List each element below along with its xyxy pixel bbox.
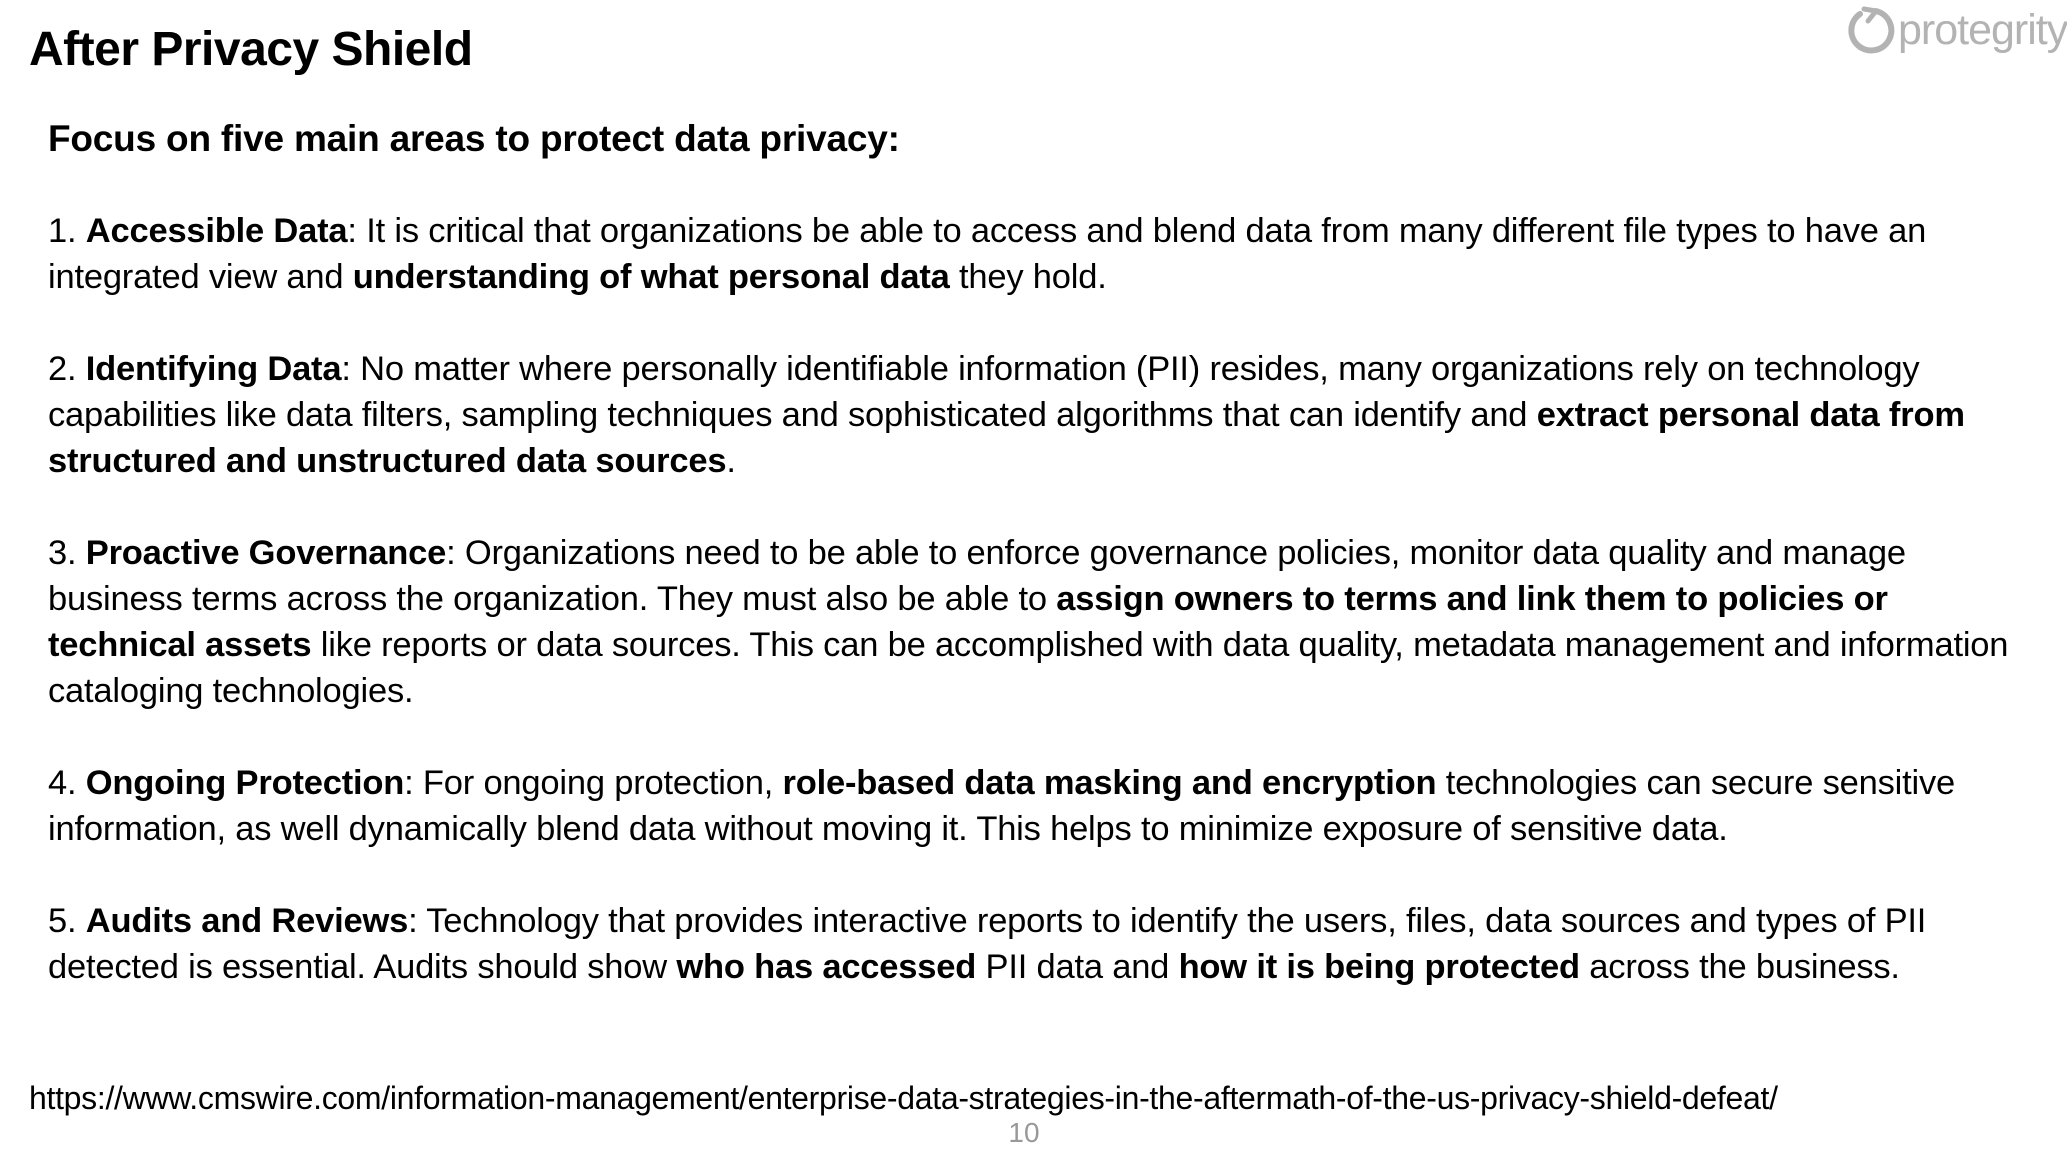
item-term: Ongoing Protection <box>85 764 405 802</box>
list-item <box>48 346 2023 484</box>
item-emphasis: extract personal data from structured and unstructured data sources <box>48 396 1965 480</box>
item-number: 3. <box>48 534 86 572</box>
list-item <box>48 760 2023 852</box>
item-term: Proactive Governance <box>85 534 447 572</box>
list-item <box>48 208 2023 300</box>
item-text: technologies can secure sensitive information, as well dynamically blend data without moving it. This helps to minimize exposure of sensitive data. <box>48 764 1956 848</box>
item-term: Identifying Data <box>85 350 342 388</box>
item-number: 4. <box>48 764 86 802</box>
item-text: like reports or data sources. This can be accomplished with data quality, metadata management and information cataloging technologies. <box>48 626 2009 710</box>
item-emphasis: who has accessed <box>676 948 977 986</box>
list-item <box>48 530 2023 714</box>
page-number: 10 <box>1008 1117 1040 1148</box>
item-term: Audits and Reviews <box>85 902 409 940</box>
item-text: : For ongoing protection, <box>404 764 783 802</box>
item-text: they hold. <box>949 258 1107 296</box>
slide-title: After Privacy Shield <box>29 23 473 76</box>
item-emphasis: assign owners to terms and link them to policies or technical assets <box>48 580 1888 664</box>
item-text: across the business. <box>1579 948 1900 986</box>
item-emphasis: understanding of what personal data <box>352 258 950 296</box>
item-text: : No matter where personally identifiable information (PII) resides, many organizations rely on technology capabilities like data filters, sampling techniques and sophisticated algorithms that can identify and <box>48 350 1920 434</box>
logo-text: protegrity <box>1898 5 2067 54</box>
protegrity-logo-icon <box>1846 5 1894 55</box>
slide-content <box>48 116 2023 1036</box>
item-text: . <box>726 442 736 480</box>
item-text: : Organizations need to be able to enforce governance policies, monitor data quality and manage business terms across the organization. They must also be able to <box>48 534 1906 618</box>
item-text: PII data and <box>976 948 1179 986</box>
item-emphasis: role-based data masking and encryption <box>782 764 1437 802</box>
item-text: : It is critical that organizations be able to access and blend data from many different file types to have an integrated view and <box>48 212 1927 296</box>
item-number: 2. <box>48 350 86 388</box>
list-item <box>48 898 2023 990</box>
item-number: 5. <box>48 902 86 940</box>
item-term: Accessible Data <box>85 212 348 250</box>
item-number: 1. <box>48 212 86 250</box>
content-heading: Focus on five main areas to protect data privacy: <box>48 118 900 159</box>
item-text: : Technology that provides interactive reports to identify the users, files, data sources and types of PII detected is essential. Audits should show <box>48 902 1927 986</box>
source-link[interactable]: https://www.cmswire.com/information-management/enterprise-data-strategies-in-the-aftermath-of-the-us-privacy-shield-defeat/ <box>29 1080 1778 1116</box>
protegrity-logo <box>1846 2 2067 58</box>
item-emphasis: how it is being protected <box>1178 948 1580 986</box>
